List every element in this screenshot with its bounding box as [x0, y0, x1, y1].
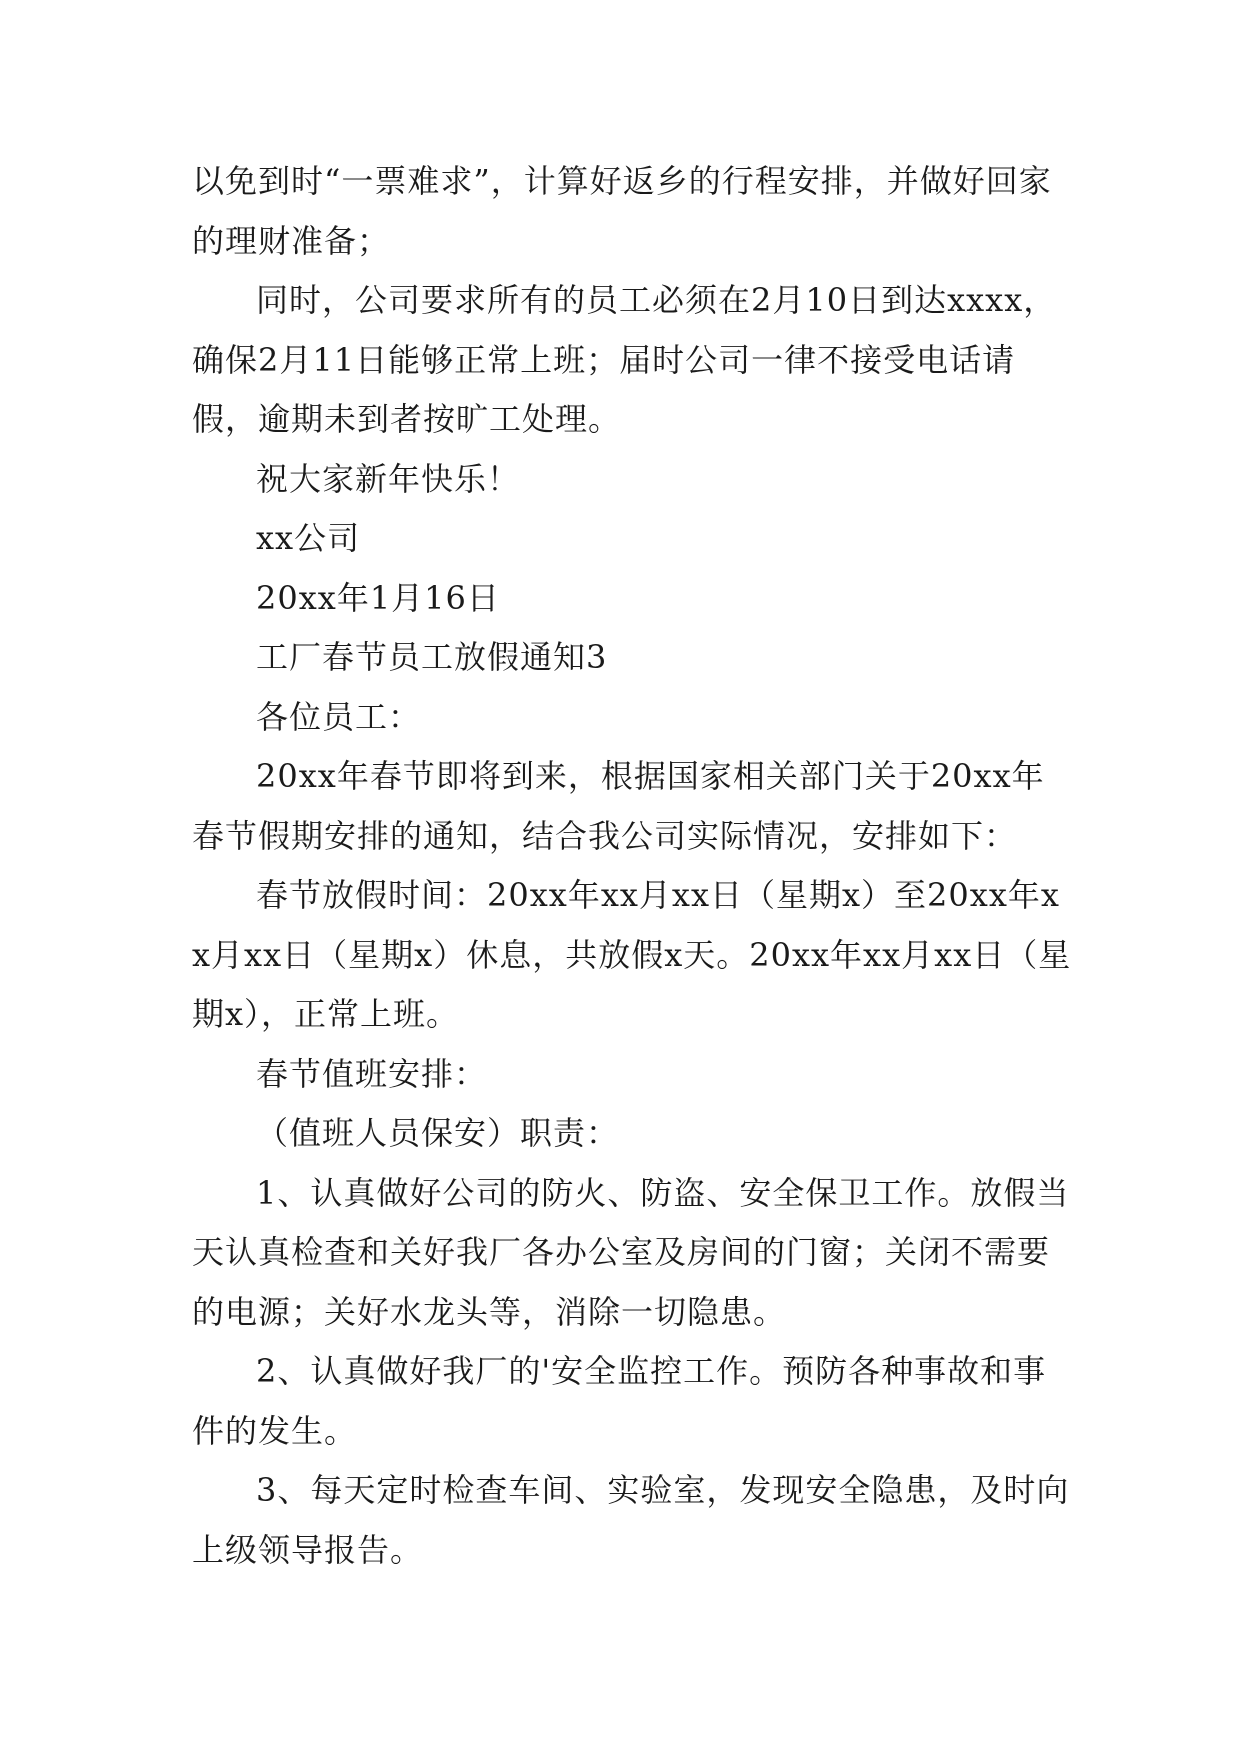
- paragraph-1: 以免到时“一票难求”，计算好返乡的行程安排，并做好回家的理财准备；: [192, 162, 1052, 260]
- paragraph-signature-company: xx公司: [256, 519, 361, 557]
- paragraph-holiday-time: 春节放假时间：20xx年xx月xx日（星期x）至20xx年xx月xx日（星期x）休息，共放假x天。20xx年xx月xx日（星期x），正常上班。: [192, 876, 1072, 1033]
- list-item-3: 3、每天定时检查车间、实验室，发现安全隐患，及时向上级领导报告。: [192, 1471, 1070, 1569]
- salutation: 各位员工：: [256, 697, 422, 736]
- paragraph-greeting: 祝大家新年快乐！: [256, 459, 521, 498]
- paragraph-2: 同时，公司要求所有的员工必须在2月10日到达xxxx，确保2月11日能够正常上班；届时公司一律不接受电话请假，逾期未到者按旷工处理。: [192, 281, 1057, 438]
- document-body: [192, 152, 1072, 1580]
- paragraph-intro: 20xx年春节即将到来，根据国家相关部门关于20xx年春节假期安排的通知，结合我公司实际情况，安排如下：: [192, 757, 1045, 855]
- list-item-1: 1、认真做好公司的防火、防盗、安全保卫工作。放假当天认真检查和关好我厂各办公室及房间的门窗；关闭不需要的电源；关好水龙头等，消除一切隐患。: [192, 1173, 1070, 1331]
- paragraph-signature-date: 20xx年1月16日: [256, 578, 500, 617]
- paragraph-duty-role: （值班人员保安）职责：: [256, 1114, 620, 1152]
- section-title: 工厂春节员工放假通知3: [256, 638, 608, 676]
- list-item-2: 2、认真做好我厂的'安全监控工作。预防各种事故和事件的发生。: [192, 1352, 1047, 1450]
- paragraph-duty-heading: 春节值班安排：: [256, 1054, 488, 1093]
